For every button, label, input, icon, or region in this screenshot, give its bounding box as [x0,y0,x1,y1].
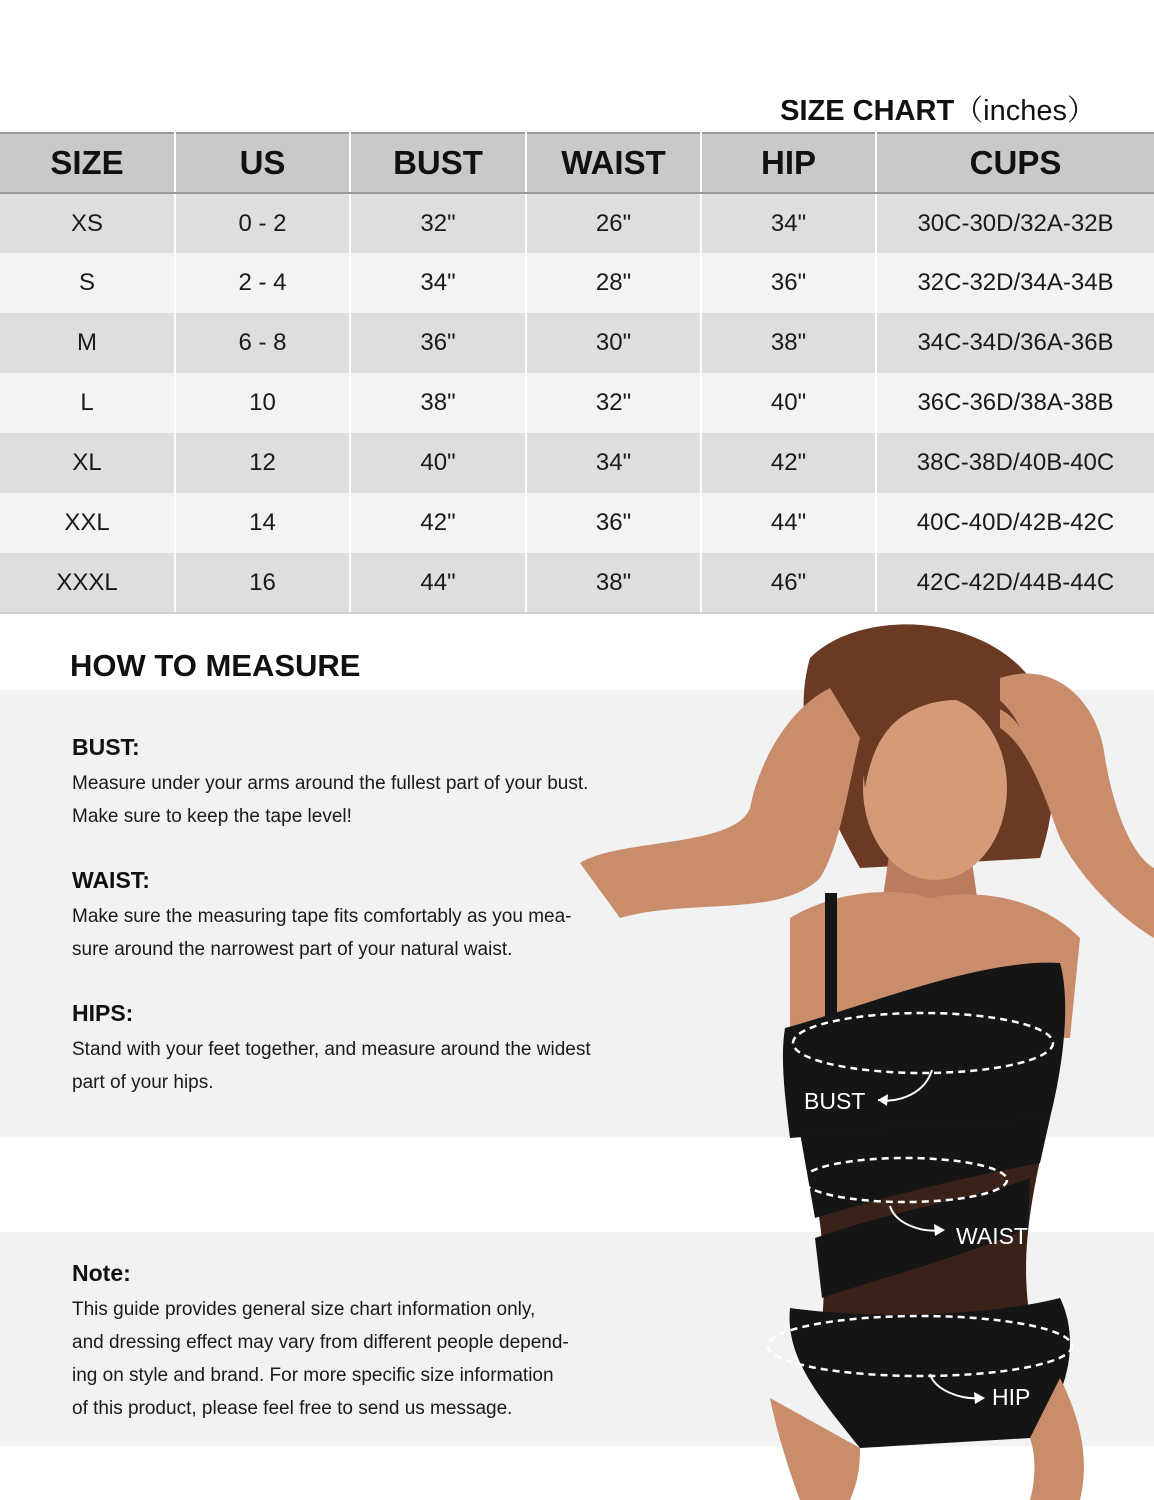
cell-bust: 36" [350,313,526,373]
cell-hip: 44" [701,493,876,553]
hip-label: HIP [992,1384,1031,1410]
cell-size: XXXL [0,553,175,613]
cell-size: XXL [0,493,175,553]
table-row [0,253,1154,313]
table-row [0,193,1154,253]
cell-bust: 32" [350,193,526,253]
model-figure [560,618,1154,1500]
cell-us: 12 [175,433,350,493]
note-text-line: ing on style and brand. For more specific size information [72,1365,554,1386]
cell-cups: 40C-40D/42B-42C [876,493,1154,553]
column-header-cups: CUPS [876,133,1154,193]
cell-hip: 40" [701,373,876,433]
note-text-line: This guide provides general size chart information only, [72,1299,536,1320]
table-header-row [0,133,1154,193]
note-title: Note: [72,1260,131,1286]
table-row [0,373,1154,433]
cell-waist: 32" [526,373,701,433]
cell-cups: 32C-32D/34A-34B [876,253,1154,313]
cell-us: 2 - 4 [175,253,350,313]
note-text-line: and dressing effect may vary from different people depend- [72,1332,569,1353]
model-left-arm [580,688,860,918]
hips-title: HIPS: [72,1000,134,1026]
waist-text-line: Make sure the measuring tape fits comfortably as you mea- [72,906,572,927]
model-illustration [560,618,1154,1500]
bust-label: BUST [804,1088,866,1114]
cell-waist: 36" [526,493,701,553]
table-row [0,553,1154,613]
cell-bust: 34" [350,253,526,313]
size-chart-table [0,132,1154,614]
cell-size: S [0,253,175,313]
column-header-size: SIZE [0,133,175,193]
cell-waist: 28" [526,253,701,313]
size-chart-title-main: SIZE CHART [780,95,955,127]
model-strap [825,893,837,1033]
note-section [72,1260,632,1425]
note-text-line: of this product, please feel free to send us message. [72,1398,513,1419]
waist-label: WAIST [956,1223,1028,1249]
column-header-bust: BUST [350,133,526,193]
cell-cups: 30C-30D/32A-32B [876,193,1154,253]
cell-hip: 34" [701,193,876,253]
waist-text-line: sure around the narrowest part of your natural waist. [72,939,513,960]
size-chart-title [780,88,1096,129]
cell-waist: 34" [526,433,701,493]
cell-bust: 40" [350,433,526,493]
cell-us: 16 [175,553,350,613]
cell-hip: 46" [701,553,876,613]
cell-waist: 30" [526,313,701,373]
cell-us: 6 - 8 [175,313,350,373]
cell-hip: 38" [701,313,876,373]
waist-title: WAIST: [72,867,150,893]
table-row [0,493,1154,553]
bust-title: BUST: [72,734,140,760]
cell-waist: 38" [526,553,701,613]
hips-text-line: part of your hips. [72,1072,214,1093]
cell-us: 0 - 2 [175,193,350,253]
cell-hip: 36" [701,253,876,313]
size-chart-unit: （inches） [954,95,1096,127]
cell-cups: 38C-38D/40B-40C [876,433,1154,493]
column-header-waist: WAIST [526,133,701,193]
cell-hip: 42" [701,433,876,493]
table-row [0,313,1154,373]
cell-size: XL [0,433,175,493]
column-header-hip: HIP [701,133,876,193]
hips-text-line: Stand with your feet together, and measure around the widest [72,1039,591,1060]
bust-text-line: Measure under your arms around the fullest part of your bust. [72,773,589,794]
cell-bust: 38" [350,373,526,433]
cell-size: XS [0,193,175,253]
cell-us: 10 [175,373,350,433]
cell-size: L [0,373,175,433]
cell-bust: 42" [350,493,526,553]
cell-bust: 44" [350,553,526,613]
cell-waist: 26" [526,193,701,253]
table-row [0,433,1154,493]
column-header-us: US [175,133,350,193]
cell-us: 14 [175,493,350,553]
cell-cups: 36C-36D/38A-38B [876,373,1154,433]
cell-cups: 34C-34D/36A-36B [876,313,1154,373]
cell-cups: 42C-42D/44B-44C [876,553,1154,613]
how-to-measure-heading: HOW TO MEASURE [70,648,361,683]
bust-text-line: Make sure to keep the tape level! [72,806,352,827]
cell-size: M [0,313,175,373]
